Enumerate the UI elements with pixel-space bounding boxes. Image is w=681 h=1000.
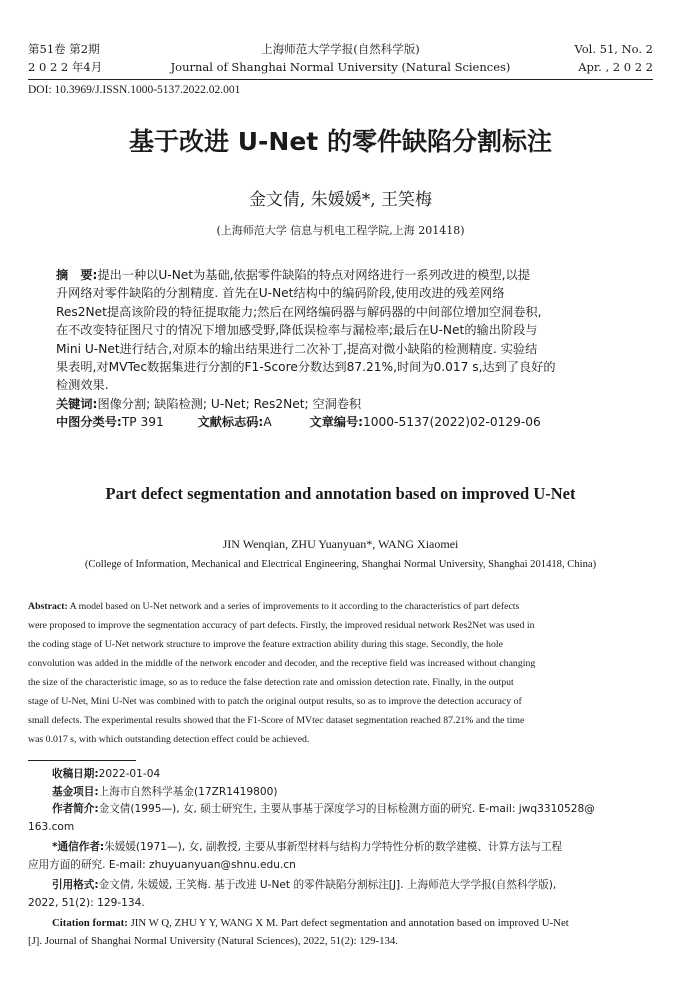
article-number-value: 1000-5137(2022)02-0129-06 (363, 415, 541, 430)
classification-line: 中图分类号:TP 391 文献标志码:A 文章编号:1000-5137(2022)02-0129-06 (56, 415, 541, 430)
abstract-en-line-2: the coding stage of U-Net network structure to improve the feature extraction ability during this stage. Secondly, the hole (28, 639, 503, 650)
title-cn: 基于改进 U-Net 的零件缺陷分割标注 (129, 127, 552, 156)
abstract-cn-line-6: 检测效果. (56, 378, 109, 393)
citation-en: Citation format: JIN W Q, ZHU Y Y, WANG X M. Part defect segmentation and annotation based on improved U-Net (52, 917, 569, 929)
abstract-cn-line-4: Mini U-Net进行结合,对原本的输出结果进行二次补丁,提高对微小缺陷的检测精度. 实验结 (56, 341, 538, 356)
affiliation-en: (College of Information, Mechanical and Electrical Engineering, Shanghai Normal University, Shanghai 201418, China) (84, 559, 597, 570)
authors-en: JIN Wenqian, ZHU Yuanyuan*, WANG Xiaomei (222, 537, 459, 551)
title-en: Part defect segmentation and annotation based on improved U-Net (105, 484, 576, 503)
abstract-en-line-3: convolution was added in the middle of the network encoder and decoder, and the receptive field was increased without changing (28, 658, 536, 669)
doc-code-value: A (263, 415, 272, 430)
citation-cn-cont: 2022, 51(2): 129-134. (28, 896, 145, 909)
abstract-cn-line-2: Res2Net提高该阶段的特征提取能力;然后在网络编码器与解码器的中间部位增加空洞卷积, (56, 304, 542, 319)
abstract-en (28, 597, 654, 749)
header-journal-cn: 上海师范大学学报(自然科学版) (261, 42, 420, 56)
keywords-cn-text: 图像分割; 缺陷检测; U-Net; Res2Net; 空洞卷积 (97, 396, 362, 411)
abstract-en-line-5: stage of U-Net, Mini U-Net was combined with to patch the original output results, so as to improve the detection accuracy of (28, 696, 522, 707)
abstract-en-line-4: the size of the characteristic image, so as to reduce the false detection rate and omission detection rate. Finally, in the output (28, 677, 514, 688)
header-date-cn: 2 0 2 2 年4月 (28, 60, 103, 74)
abstract-cn-line-3: 在不改变特征图尺寸的情况下增加感受野,降低误检率与漏检率;最后在U-Net的输出阶段与 (56, 323, 538, 338)
affiliation-cn: (上海师范大学 信息与机电工程学院,上海 201418) (216, 224, 465, 237)
received-date: 收稿日期:2022-01-04 (52, 768, 161, 780)
abstract-cn (56, 266, 626, 432)
corresponding-author: *通信作者:朱媛媛(1971—), 女, 副教授, 主要从事新型材料与结构力学特性分析的数学建模、计算方法与工程 (52, 841, 563, 853)
keywords-cn-label: 关键词: (56, 396, 98, 411)
abstract-en-line-7: was 0.017 s, with which outstanding detection effect could be achieved. (28, 734, 310, 745)
abstract-en-line-1: were proposed to improve the segmentation accuracy of part defects. Firstly, the improved residual network Res2Net was used in (28, 620, 535, 631)
citation-cn: 引用格式:金文倩, 朱媛媛, 王笑梅. 基于改进 U-Net 的零件缺陷分割标注[J]. 上海师范大学学报(自然科学版), (52, 879, 557, 891)
header-journal-en: Journal of Shanghai Normal University (Natural Sciences) (170, 60, 511, 74)
header-vol-en: Vol. 51, No. 2 (574, 42, 653, 56)
abstract-en-line-6: small defects. The experimental results showed that the F1-Score of MVtec dataset segmentation reached 87.21% and the time (28, 715, 525, 726)
header-vol-cn: 第51卷 第2期 (28, 42, 100, 56)
header-volume-en (574, 40, 653, 76)
header-date-en: Apr. , 2 0 2 2 (578, 60, 653, 74)
abstract-en-label: Abstract: (28, 601, 68, 612)
abstract-cn-line-5: 果表明,对MVTec数据集进行分割的F1-Score分数达到87.21%,时间为0.017 s,达到了良好的 (56, 360, 556, 375)
abstract-cn-line-1: 升网络对零件缺陷的分割精度. 首先在U-Net结构中的编码阶段,使用改进的残差网络 (56, 286, 505, 301)
author-bio: 作者简介:金文倩(1995—), 女, 硕士研究生, 主要从事基于深度学习的目标检测方面的研究. E-mail: jwq3310528@ (52, 803, 595, 815)
clc-value: TP 391 (121, 415, 164, 430)
keywords-cn (56, 395, 626, 413)
citation-en-cont: [J]. Journal of Shanghai Normal University (Natural Sciences), 2022, 51(2): 129-134. (28, 934, 399, 947)
footnotes (28, 766, 654, 950)
footnote-rule (28, 760, 136, 761)
abstract-cn-label: 摘 要: (56, 268, 98, 282)
authors-cn: 金文倩, 朱媛媛*, 王笑梅 (248, 190, 433, 210)
fund-project: 基金项目:上海市自然科学基金(17ZR1419800) (52, 785, 278, 798)
author-bio-cont: 163.com (28, 820, 75, 833)
corresponding-author-cont: 应用方面的研究. E-mail: zhuyuanyuan@shnu.edu.cn (28, 858, 296, 871)
abstract-en-line-0: Abstract: A model based on U-Net network and a series of improvements to it according to the characteristics of part defects (28, 601, 520, 612)
header-rule (28, 79, 653, 80)
doi: DOI: 10.3969/J.ISSN.1000-5137.2022.02.001 (28, 84, 241, 96)
abstract-cn-line-0: 摘 要:提出一种以U-Net为基础,依据零件缺陷的特点对网络进行一系列改进的模型,以提 (56, 268, 530, 282)
